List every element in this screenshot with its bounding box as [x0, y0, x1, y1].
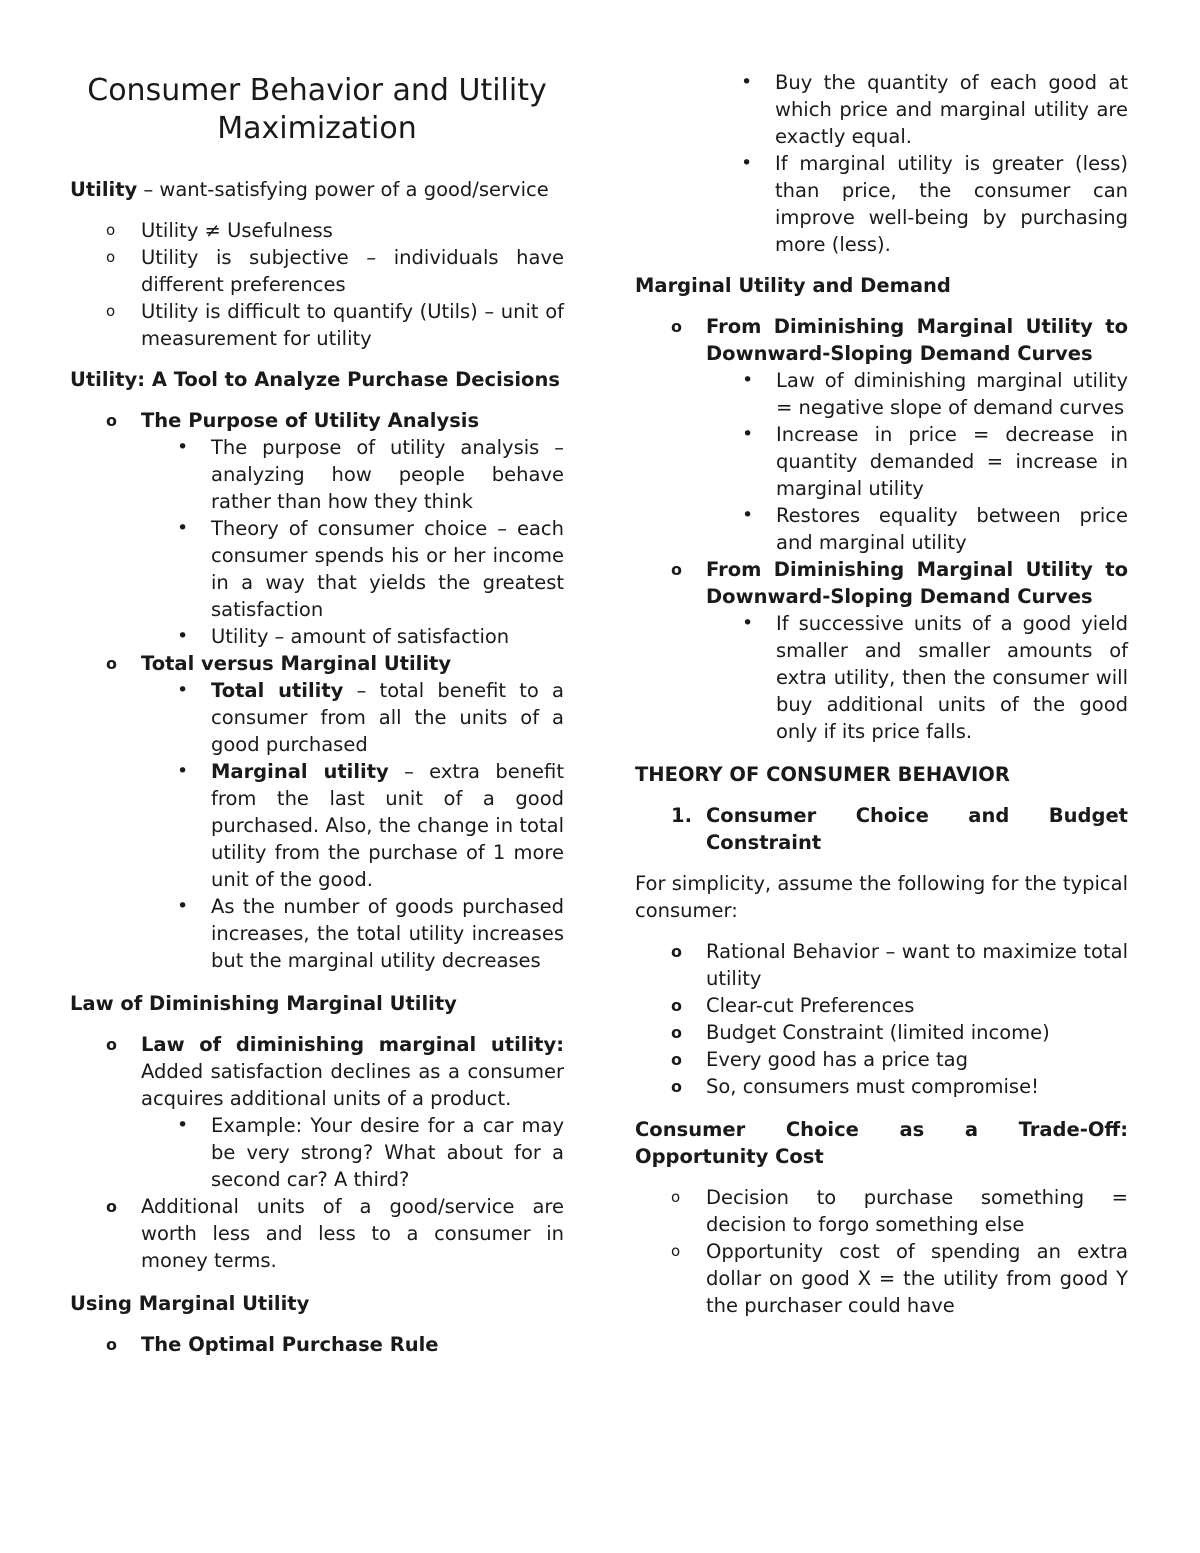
list-item: • Law of diminishing marginal utility = negative slope of demand curves	[742, 369, 1128, 419]
list-item: • Example: Your desire for a car may be very strong? What about for a second car? A third?	[177, 1114, 564, 1191]
subheading-from-diminishing-2: From Diminishing Marginal Utility to Downward-Sloping Demand Curves	[706, 558, 1128, 608]
o-bullet-icon: o	[671, 942, 682, 961]
list-item: • Marginal utility – extra benefit from the last unit of a good purchased. Also, the change in total utility from the purchase of 1 more unit of the good.	[177, 760, 564, 891]
o-bullet-icon: o	[671, 560, 682, 579]
tool-list	[70, 407, 564, 974]
tradeoff-list	[635, 1184, 1128, 1319]
bullet-icon: •	[177, 517, 189, 539]
section-heading-tradeoff: Consumer Choice as a Trade-Off: Opportunity Cost	[635, 1118, 1128, 1168]
list-item	[635, 556, 1128, 745]
using-list	[70, 1331, 564, 1358]
number-marker: 1.	[671, 804, 692, 827]
list-item: o Utility ≠ Usefulness	[106, 219, 333, 242]
o-bullet-icon: o	[671, 1242, 681, 1260]
list-item: • Total utility – total benefit to a consumer from all the units of a good purchased	[177, 679, 564, 756]
mu-demand-list	[635, 313, 1128, 745]
o-bullet-icon: o	[671, 1050, 682, 1069]
list-item: o So, consumers must compromise!	[671, 1075, 1039, 1098]
list-item	[70, 1331, 564, 1358]
optimal-points-list	[635, 69, 1128, 258]
bullet-icon: •	[741, 152, 753, 174]
bullet-icon: •	[742, 423, 754, 445]
left-column	[70, 0, 564, 1358]
bullet-icon: •	[177, 436, 189, 458]
list-item: o Rational Behavior – want to maximize total utility	[671, 940, 1128, 990]
bullet-icon: •	[177, 895, 189, 917]
bullet-icon: •	[741, 71, 753, 93]
list-item: • Theory of consumer choice – each consumer spends his or her income in a way that yields the greatest satisfaction	[177, 517, 564, 621]
o-bullet-icon: o	[671, 317, 682, 336]
utility-definition	[70, 176, 564, 203]
list-item: o Opportunity cost of spending an extra dollar on good X = the utility from good Y the purchaser could have	[671, 1240, 1128, 1317]
bullet-icon: •	[742, 369, 754, 391]
o-bullet-icon: o	[671, 996, 682, 1015]
assumptions-list	[635, 938, 1128, 1100]
page-title	[70, 72, 564, 148]
list-item: o Clear-cut Preferences	[671, 994, 915, 1017]
list-item: • Increase in price = decrease in quantity demanded = increase in marginal utility	[742, 423, 1128, 500]
section-heading-tool: Utility: A Tool to Analyze Purchase Decisions	[70, 368, 560, 391]
o-bullet-icon: o	[106, 654, 117, 673]
utility-term: Utility	[70, 178, 138, 201]
section-heading-using: Using Marginal Utility	[70, 1292, 310, 1315]
o-bullet-icon: o	[106, 1035, 117, 1054]
list-item: o Law of diminishing marginal utility: Added satisfaction declines as a consumer acquires additional units of a product. • Example: Your desire for a car may be very strong? What about for a second car? A third?	[70, 1031, 564, 1193]
law-list	[70, 1031, 564, 1274]
list-item	[70, 650, 564, 974]
o-bullet-icon: o	[106, 1335, 117, 1354]
subheading-purpose: The Purpose of Utility Analysis	[141, 409, 480, 432]
list-item	[70, 407, 564, 650]
list-item: o Budget Constraint (limited income)	[671, 1021, 1050, 1044]
law-example-list	[70, 1112, 564, 1193]
section-heading-theory: THEORY OF CONSUMER BEHAVIOR	[635, 763, 1010, 786]
purpose-points-list	[70, 434, 564, 650]
list-item: • As the number of goods purchased increases, the total utility increases but the marginal utility decreases	[177, 895, 564, 972]
list-item	[635, 313, 1128, 556]
o-bullet-icon: o	[106, 302, 116, 320]
o-bullet-icon: o	[106, 1197, 117, 1216]
subheading-from-diminishing-1: From Diminishing Marginal Utility to Downward-Sloping Demand Curves	[706, 315, 1128, 365]
title-line-2: Maximization	[217, 111, 417, 146]
bullet-icon: •	[177, 679, 189, 701]
list-item: o Utility is subjective – individuals have different preferences	[106, 246, 564, 296]
simplicity-paragraph: For simplicity, assume the following for the typical consumer:	[635, 872, 1128, 922]
o-bullet-icon: o	[106, 221, 116, 239]
o-bullet-icon: o	[671, 1077, 682, 1096]
o-bullet-icon: o	[106, 248, 116, 266]
subheading-consumer-choice: Consumer Choice and Budget Constraint	[706, 804, 1128, 854]
from1-points-list	[635, 367, 1128, 556]
bullet-icon: •	[742, 612, 754, 634]
list-item: o Every good has a price tag	[671, 1048, 968, 1071]
utility-def: – want-satisfying power of a good/service	[137, 178, 549, 201]
o-bullet-icon: o	[106, 411, 117, 430]
list-item: • Buy the quantity of each good at which price and marginal utility are exactly equal.	[741, 71, 1128, 148]
subheading-optimal: The Optimal Purchase Rule	[141, 1333, 439, 1356]
section-heading-law: Law of Diminishing Marginal Utility	[70, 992, 457, 1015]
tvm-points-list	[70, 677, 564, 974]
list-item: • If successive units of a good yield smaller and smaller amounts of extra utility, then the consumer will buy additional units of the good only if its price falls.	[742, 612, 1128, 743]
bullet-icon: •	[177, 760, 189, 782]
section-heading-mu-demand: Marginal Utility and Demand	[635, 274, 951, 297]
o-bullet-icon: o	[671, 1023, 682, 1042]
title-line-1: Consumer Behavior and Utility	[87, 73, 547, 108]
bullet-icon: •	[177, 1114, 189, 1136]
list-item: • Restores equality between price and marginal utility	[742, 504, 1128, 554]
bullet-icon: •	[177, 625, 189, 647]
list-item: • If marginal utility is greater (less) than price, the consumer can improve well-being by purchasing more (less).	[741, 152, 1128, 256]
bullet-icon: •	[742, 504, 754, 526]
right-column	[635, 69, 1128, 1319]
from2-points-list	[635, 610, 1128, 745]
list-item: o Decision to purchase something = decision to forgo something else	[671, 1186, 1128, 1236]
list-item: o Additional units of a good/service are worth less and less to a consumer in money terms.	[106, 1195, 564, 1272]
list-item	[635, 802, 1128, 856]
list-item: o Utility is difficult to quantify (Utils) – unit of measurement for utility	[106, 300, 564, 350]
list-item: • Utility – amount of satisfaction	[177, 625, 510, 648]
subheading-total-vs-marginal: Total versus Marginal Utility	[141, 652, 452, 675]
list-item: • The purpose of utility analysis – analyzing how people behave rather than how they think	[177, 436, 564, 513]
numbered-list	[635, 802, 1128, 856]
o-bullet-icon: o	[671, 1188, 681, 1206]
utility-points-list	[70, 217, 564, 352]
